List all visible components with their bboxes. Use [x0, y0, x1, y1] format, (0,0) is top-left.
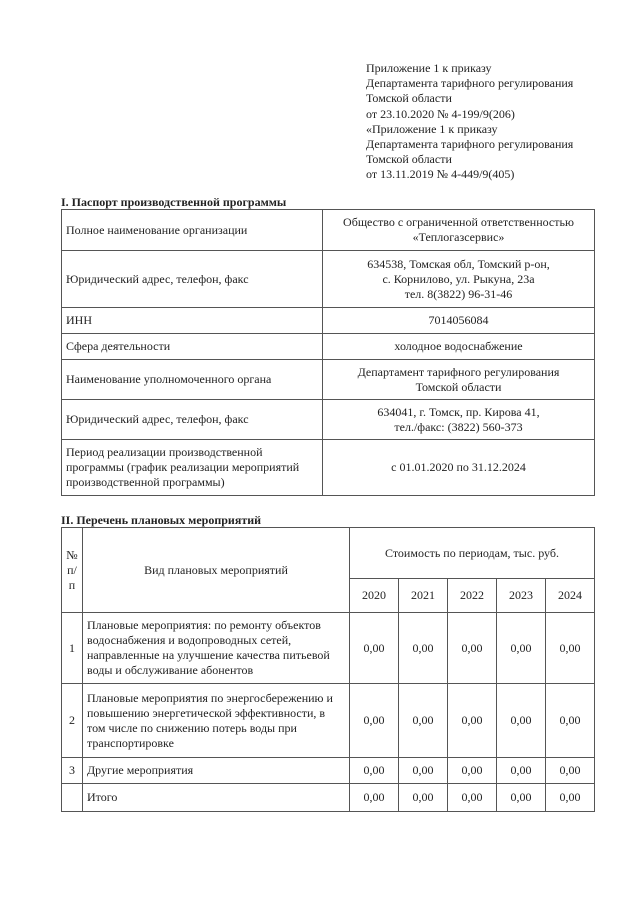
- value-line: тел. 8(3822) 96-31-46: [404, 286, 513, 301]
- row-value: 0,00: [350, 684, 399, 758]
- year-header: 2023: [497, 579, 546, 613]
- year-header: 2024: [546, 579, 595, 613]
- passport-row: [62, 334, 595, 360]
- value-line: Томской области: [415, 379, 502, 394]
- row-value: 0,00: [497, 684, 546, 758]
- row-num: [62, 784, 83, 812]
- value-line: 634041, г. Томск, пр. Кирова 41,: [377, 404, 540, 419]
- row-label: Юридический адрес, телефон, факс: [62, 251, 323, 308]
- total-row: [62, 784, 595, 812]
- row-value: 0,00: [546, 784, 595, 812]
- row-value: 0,00: [399, 758, 448, 784]
- year-header: 2021: [399, 579, 448, 613]
- num-header: № п/п: [62, 528, 83, 613]
- appendix-line: Департамента тарифного регулирования: [366, 76, 574, 91]
- row-label: Сфера деятельности: [62, 334, 323, 360]
- row-label: Наименование уполномоченного органа: [62, 360, 323, 400]
- measures-table: [61, 527, 595, 812]
- row-value: 0,00: [497, 784, 546, 812]
- value-line: холодное водоснабжение: [394, 339, 523, 353]
- row-value: 0,00: [448, 758, 497, 784]
- appendix-line: Томской области: [366, 91, 452, 106]
- row-label: Период реализации производственной программы (график реализации мероприятий производственной программы): [62, 440, 323, 496]
- appendix-line: «Приложение 1 к приказу: [366, 121, 498, 136]
- row-value: [323, 308, 595, 334]
- appendix-header: [366, 61, 626, 183]
- row-value: 0,00: [399, 684, 448, 758]
- row-value: [323, 210, 595, 251]
- row-desc: Плановые мероприятия: по ремонту объектов водоснабжения и водопроводных сетей, направленные на улучшение качества питьевой воды и обслуживание абонентов: [83, 613, 350, 684]
- row-value: [323, 334, 595, 360]
- row-value: 0,00: [448, 784, 497, 812]
- value-line: с. Корнилово, ул. Рыкуна, 23а: [382, 271, 535, 286]
- row-num: 1: [62, 613, 83, 684]
- row-value: 0,00: [546, 684, 595, 758]
- header-row: [62, 528, 595, 579]
- section2-title: II. Перечень плановых мероприятий: [61, 513, 262, 527]
- row-num: 3: [62, 758, 83, 784]
- row-value: [323, 400, 595, 440]
- row-value: 0,00: [546, 613, 595, 684]
- value-line: Департамент тарифного регулирования: [357, 364, 560, 379]
- appendix-line: Департамента тарифного регулирования: [366, 137, 574, 152]
- row-value: 0,00: [350, 784, 399, 812]
- value-line: 7014056084: [428, 313, 489, 327]
- row-value: 0,00: [448, 613, 497, 684]
- passport-row: [62, 308, 595, 334]
- row-desc: Плановые мероприятия по энергосбережению и повышению энергетической эффективности, в том числе по снижению потерь воды при транспортировке: [83, 684, 350, 758]
- row-value: [323, 440, 595, 496]
- row-desc: Итого: [83, 784, 350, 812]
- row-value: [323, 360, 595, 400]
- row-value: 0,00: [350, 758, 399, 784]
- row-label: ИНН: [62, 308, 323, 334]
- row-value: 0,00: [448, 684, 497, 758]
- row-desc: Другие мероприятия: [83, 758, 350, 784]
- type-header: Вид плановых мероприятий: [83, 528, 350, 613]
- table-row: [62, 613, 595, 684]
- row-label: Юридический адрес, телефон, факс: [62, 400, 323, 440]
- appendix-line: Приложение 1 к приказу: [366, 61, 492, 75]
- passport-row: [62, 400, 595, 440]
- appendix-line: от 13.11.2019 № 4-449/9(405): [366, 167, 515, 182]
- passport-table: [61, 209, 595, 496]
- value-line: Общество с ограниченной ответственностью: [343, 215, 574, 229]
- year-header: 2022: [448, 579, 497, 613]
- value-line: 634538, Томская обл, Томский р-он,: [367, 256, 550, 271]
- row-label: Полное наименование организации: [62, 210, 323, 251]
- table-row: [62, 758, 595, 784]
- row-value: 0,00: [350, 613, 399, 684]
- row-value: [323, 251, 595, 308]
- section1-title: I. Паспорт производственной программы: [61, 195, 287, 209]
- year-header: 2020: [350, 579, 399, 613]
- value-line: тел./факс: (3822) 560-373: [394, 419, 523, 434]
- value-line: «Теплогазсервис»: [412, 230, 505, 244]
- passport-row: [62, 360, 595, 400]
- passport-row: [62, 210, 595, 251]
- value-line: с 01.01.2020 по 31.12.2024: [391, 460, 526, 474]
- row-num: 2: [62, 684, 83, 758]
- appendix-line: Томской области: [366, 152, 452, 167]
- row-value: 0,00: [399, 613, 448, 684]
- passport-row: [62, 251, 595, 308]
- row-value: 0,00: [399, 784, 448, 812]
- cost-header: Стоимость по периодам, тыс. руб.: [350, 528, 595, 579]
- table-row: [62, 684, 595, 758]
- row-value: 0,00: [497, 613, 546, 684]
- passport-row: [62, 440, 595, 496]
- row-value: 0,00: [497, 758, 546, 784]
- appendix-line: от 23.10.2020 № 4-199/9(206): [366, 106, 515, 121]
- row-value: 0,00: [546, 758, 595, 784]
